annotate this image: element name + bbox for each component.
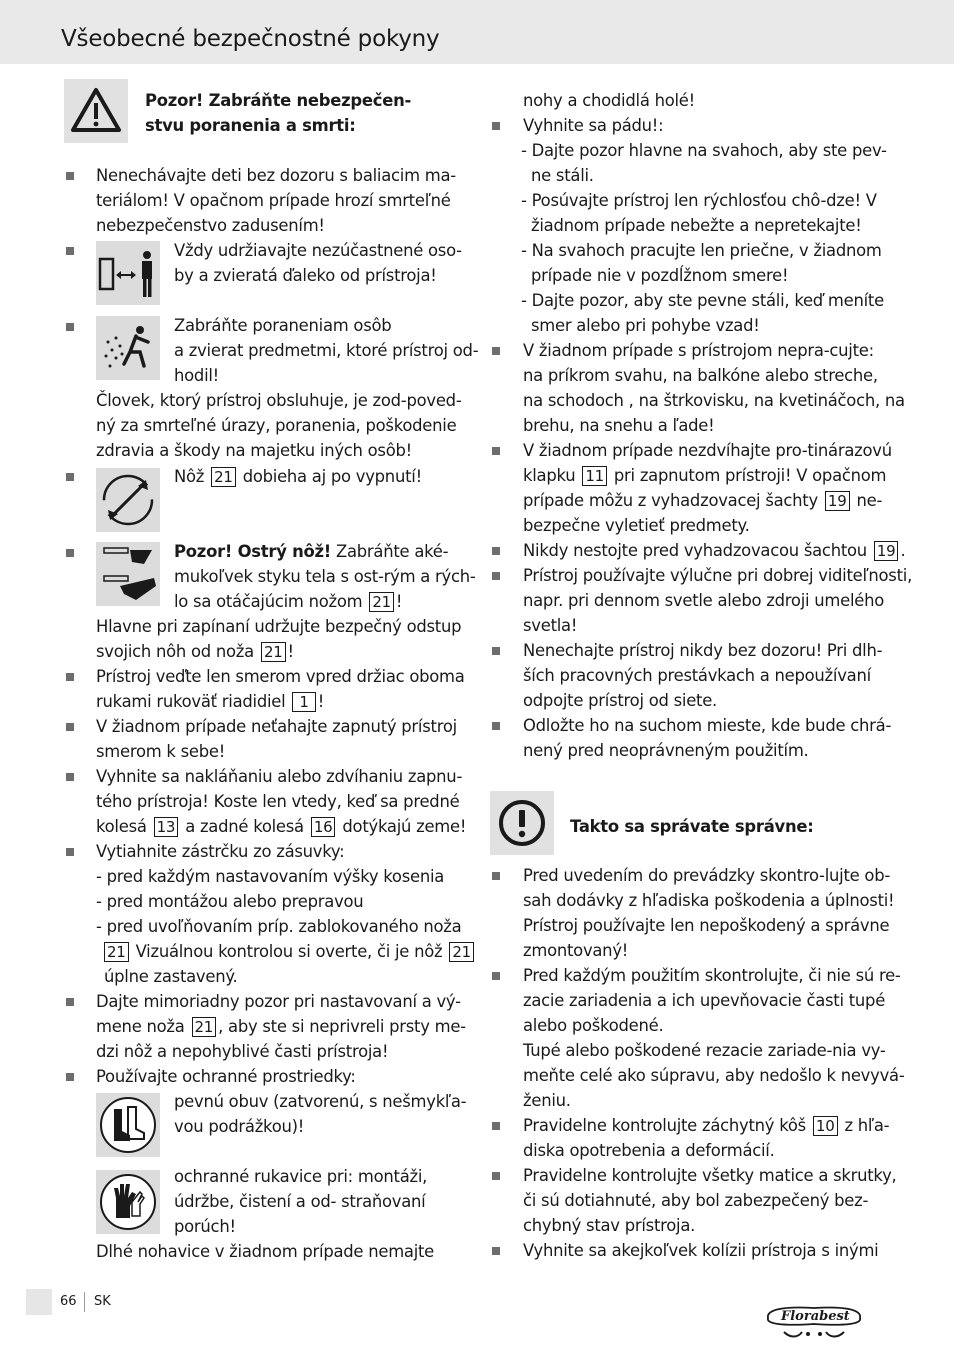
brand-logo-text: Florabest	[781, 1309, 850, 1324]
list-item: ne stáli.	[531, 166, 594, 185]
list-item: napr. pri dennom svetle alebo zdroji umelého	[523, 591, 885, 610]
safety-gloves-icon	[96, 1170, 160, 1234]
part-ref: 21	[261, 642, 286, 662]
part-ref: 11	[582, 466, 607, 486]
list-item: a zvierat predmetmi, ktoré prístroj od-	[174, 341, 479, 360]
list-item: V žiadnom prípade s prístrojom nepra-cujte:	[523, 341, 874, 360]
list-item: mukoľvek styku tela s ost-rým a rých-	[174, 567, 476, 586]
list-item: údržbe, čistení a od- straňovaní	[174, 1192, 426, 1211]
list-item: teriálom! V opačnom prípade hrozí smrteľné	[96, 191, 451, 210]
list-item: pevnú obuv (zatvorenú, s nešmykľa-	[174, 1092, 467, 1111]
list-item: - pred každým nastavovaním výšky kosenia	[96, 867, 445, 886]
list-bullet	[66, 549, 74, 557]
list-item: žiadnom prípade nebežte a nepretekajte!	[531, 216, 862, 235]
list-item: Vytiahnite zástrčku zo zásuvky:	[96, 842, 345, 861]
list-item: Odložte ho na suchom mieste, kde bude chrá-	[523, 716, 892, 735]
keep-distance-icon	[96, 241, 160, 305]
page-header	[0, 0, 954, 64]
list-item: klapku 11 pri zapnutom prístroji! V opačnom	[523, 466, 887, 485]
list-item: alebo poškodené.	[523, 1016, 664, 1035]
list-item: Hlavne pri zapínaní udržujte bezpečný odstup	[96, 617, 462, 636]
list-item: - Na svahoch pracujte len priečne, v žiadnom	[521, 241, 882, 260]
list-item: svojich nôh od noža 21 !	[96, 642, 294, 661]
part-ref: 19	[874, 541, 899, 561]
list-item: či sú dotiahnuté, aby bol zabezpečený bez-	[523, 1191, 869, 1210]
list-item: bezpečne vyletieť predmety.	[523, 516, 750, 535]
list-bullet	[66, 247, 74, 255]
list-bullet	[492, 122, 500, 130]
list-bullet	[66, 473, 74, 481]
page-title: Všeobecné bezpečnostné pokyny	[61, 26, 440, 52]
list-item: ších pracovných prestávkach a nepoužívaní	[523, 666, 871, 685]
list-item: Pozor! Ostrý nôž! Zabráňte aké-	[174, 542, 449, 561]
part-ref: 16	[311, 817, 336, 837]
list-item: - Posúvajte prístroj len rýchlosťou chô-dze! V	[521, 191, 877, 210]
list-item: Tupé alebo poškodené rezacie zariade-nia vy-	[523, 1041, 886, 1060]
list-item: hodil!	[174, 366, 219, 385]
list-item: Pravidelne kontrolujte záchytný kôš 10 z hľa-	[523, 1116, 890, 1135]
list-item: Nikdy nestojte pred vyhadzovacou šachtou 19 .	[523, 541, 906, 560]
list-item: ný za smrteľné úrazy, poranenia, poškodenie	[96, 416, 457, 435]
list-item: Pravidelne kontrolujte všetky matice a skrutky,	[523, 1166, 897, 1185]
part-ref: 1	[292, 692, 315, 712]
footer-divider	[84, 1292, 85, 1312]
list-item: Človek, ktorý prístroj obsluhuje, je zod-poved-	[96, 391, 462, 410]
list-bullet	[492, 1122, 500, 1130]
list-item: prípade nie v pozdĺžnom smere!	[531, 266, 789, 285]
list-item: rukami rukoväť riadidiel 1 !	[96, 692, 325, 711]
warning-heading-line1: Pozor! Zabráňte nebezpečen-	[145, 91, 412, 110]
list-bullet	[66, 848, 74, 856]
part-ref: 21	[211, 467, 236, 487]
part-ref: 10	[813, 1116, 838, 1136]
list-bullet	[492, 1247, 500, 1255]
list-item: zacie zariadenia a ich upevňovacie časti tupé	[523, 991, 886, 1010]
list-item: úplne zastavený.	[104, 967, 238, 986]
list-bullet	[492, 972, 500, 980]
list-item: meňte celé ako súpravu, aby nedošlo k nevyvá-	[523, 1066, 905, 1085]
list-item: prípade môžu z vyhadzovacej šachty 19 ne-	[523, 491, 883, 510]
list-bullet	[492, 447, 500, 455]
list-item: nebezpečenstvo zadusením!	[96, 216, 325, 235]
list-bullet	[66, 998, 74, 1006]
list-item: Pred každým použitím skontrolujte, či nie sú re-	[523, 966, 901, 985]
warning-triangle-icon	[64, 79, 128, 143]
exclamation-icon	[490, 791, 554, 855]
list-item: Pred uvedením do prevádzky skontro-lujte ob-	[523, 866, 891, 885]
list-bullet	[66, 1073, 74, 1081]
list-item: ochranné rukavice pri: montáži,	[174, 1167, 428, 1186]
part-ref: 21	[449, 942, 474, 962]
list-bullet	[492, 647, 500, 655]
sharp-blade-icon	[96, 542, 160, 606]
list-item: Nenechajte prístroj nikdy bez dozoru! Pri dlh-	[523, 641, 883, 660]
list-item: Prístroj používajte len nepoškodený a správne	[523, 916, 890, 935]
list-item: Dlhé nohavice v žiadnom prípade nemajte	[96, 1242, 435, 1261]
list-bullet	[66, 172, 74, 180]
notice-heading: Takto sa správate správne:	[570, 817, 814, 836]
list-item: - pred uvoľňovaním príp. zablokovaného noža	[96, 917, 462, 936]
list-bullet	[492, 347, 500, 355]
list-item: vou podrážkou)!	[174, 1117, 305, 1136]
part-ref: 21	[369, 592, 394, 612]
list-item: lo sa otáčajúcim nožom 21 !	[174, 592, 403, 611]
list-item: Vyhnite sa nakláňaniu alebo zdvíhaniu zapnu-	[96, 767, 463, 786]
list-item: smerom k sebe!	[96, 742, 226, 761]
list-item: odpojte prístroj od siete.	[523, 691, 718, 710]
list-bullet	[66, 773, 74, 781]
list-item: na schodoch , na štrkovisku, na kvetináčoch, na	[523, 391, 905, 410]
list-item: dzi nôž a nepohyblivé časti prístroja!	[96, 1042, 389, 1061]
list-item: mene noža 21 , aby ste si neprivreli prsty me-	[96, 1017, 466, 1036]
list-bullet	[492, 547, 500, 555]
list-bullet	[66, 323, 74, 331]
list-item: Dajte mimoriadny pozor pri nastavovaní a vý-	[96, 992, 461, 1011]
list-bullet	[492, 572, 500, 580]
language-code: SK	[94, 1294, 111, 1309]
list-item: Vyhnite sa pádu!:	[523, 116, 664, 135]
list-item: Vždy udržiavajte nezúčastnené oso-	[174, 241, 462, 260]
list-item: zmontovaný!	[523, 941, 629, 960]
list-item: Používajte ochranné prostriedky:	[96, 1067, 356, 1086]
list-bullet	[492, 872, 500, 880]
list-item: kolesá 13 a zadné kolesá 16 dotýkajú zeme!	[96, 817, 467, 836]
list-item: 21 Vizuálnou kontrolou si overte, či je nôž 21	[104, 939, 476, 964]
list-item: svetla!	[523, 616, 578, 635]
list-item: tého prístroja! Koste len vtedy, keď sa predné	[96, 792, 460, 811]
part-ref: 13	[154, 817, 179, 837]
warning-heading-line2: stvu poranenia a smrti:	[145, 116, 356, 135]
list-bullet	[492, 722, 500, 730]
list-item: brehu, na snehu a ľade!	[523, 416, 715, 435]
list-item: - Dajte pozor, aby ste pevne stáli, keď meníte	[521, 291, 884, 310]
list-item: Zabráňte poraneniam osôb	[174, 316, 392, 335]
page-number: 66	[60, 1294, 77, 1309]
list-item: ženiu.	[523, 1091, 571, 1110]
footer-marker	[26, 1289, 52, 1315]
list-item: chybný stav prístroja.	[523, 1216, 696, 1235]
list-item: Prístroj veďte len smerom vpred držiac oboma	[96, 667, 465, 686]
list-item: diska opotrebenia a deformácií.	[523, 1141, 775, 1160]
list-item: Prístroj používajte výlučne pri dobrej viditeľnosti,	[523, 566, 913, 585]
list-item: porúch!	[174, 1217, 236, 1236]
safety-boots-icon	[96, 1093, 160, 1157]
part-ref: 19	[825, 491, 850, 511]
list-bullet	[66, 673, 74, 681]
list-item: sah dodávky z hľadiska poškodenia a úplnosti!	[523, 891, 895, 910]
list-item: zdravia a škody na majetku iných osôb!	[96, 441, 412, 460]
list-item: Vyhnite sa akejkoľvek kolízii prístroja s inými	[523, 1241, 879, 1260]
part-ref: 21	[192, 1017, 217, 1037]
list-bullet	[492, 1172, 500, 1180]
list-item: - pred montážou alebo prepravou	[96, 892, 364, 911]
list-item: by a zvieratá ďaleko od prístroja!	[174, 266, 437, 285]
list-bullet	[66, 723, 74, 731]
thrown-objects-icon	[96, 316, 160, 380]
list-item: V žiadnom prípade nezdvíhajte pro-tinárazovú	[523, 441, 892, 460]
list-item: smer alebo pri pohybe vzad!	[531, 316, 760, 335]
list-item: Nôž 21 dobieha aj po vypnutí!	[174, 467, 422, 486]
part-ref: 21	[104, 942, 129, 962]
list-item: na príkrom svahu, na balkóne alebo streche,	[523, 366, 878, 385]
blade-rotation-icon	[96, 468, 160, 532]
list-item: Nenechávajte deti bez dozoru s baliacim ma-	[96, 166, 456, 185]
list-item: nený pred neoprávneným použitím.	[523, 741, 809, 760]
list-item: nohy a chodidlá holé!	[523, 91, 695, 110]
list-item: V žiadnom prípade neťahajte zapnutý prístroj	[96, 717, 457, 736]
list-item: - Dajte pozor hlavne na svahoch, aby ste pev-	[521, 141, 887, 160]
